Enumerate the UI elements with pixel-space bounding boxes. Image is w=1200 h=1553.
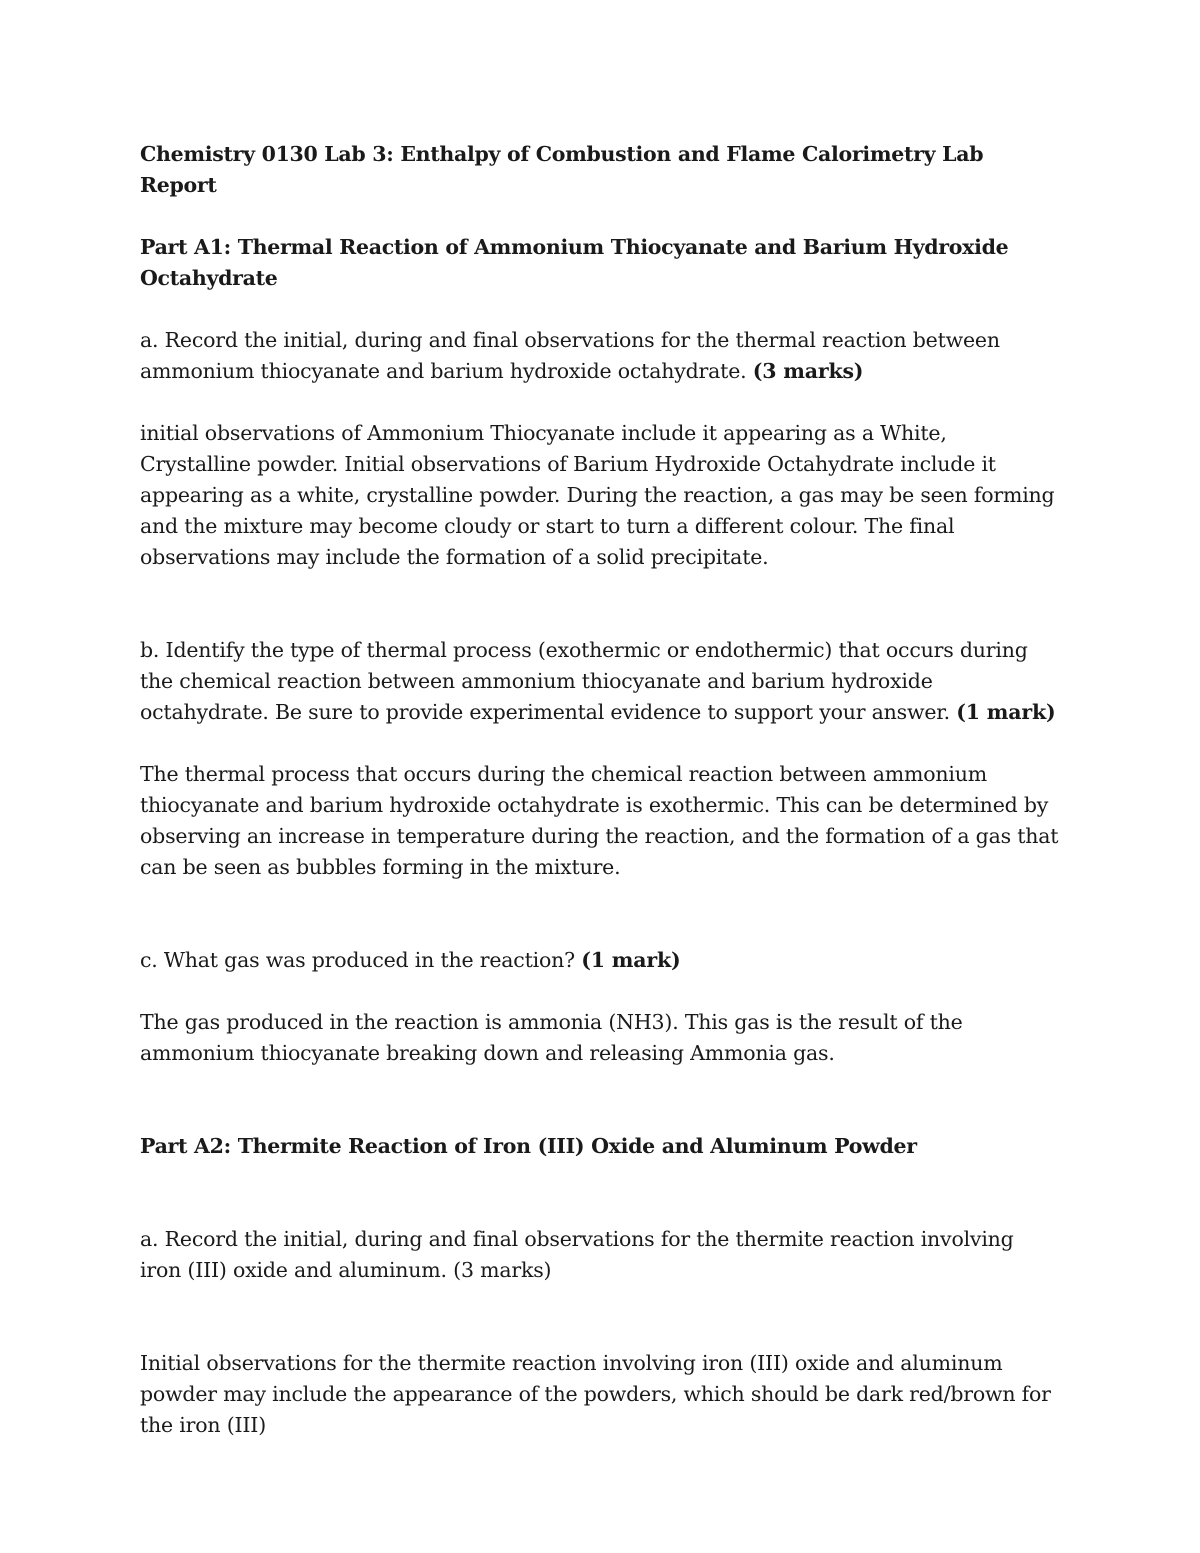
document-title: Chemistry 0130 Lab 3: Enthalpy of Combustion and Flame Calorimetry Lab Report [140,142,984,197]
part-a2-heading: Part A2: Thermite Reaction of Iron (III) Oxide and Aluminum Powder [140,1134,917,1158]
part-a1-answer-c: The gas produced in the reaction is ammonia (NH3). This gas is the result of the ammonium thiocyanate breaking down and releasing Ammonia gas. [140,1010,963,1065]
question-text: a. Record the initial, during and final observations for the thermal reaction between ammonium thiocyanate and barium hydroxide octahydrate. [140,328,1000,383]
question-marks: (3 marks) [752,359,864,383]
part-a1-question-b [140,635,1060,728]
part-a1-answer-a: initial observations of Ammonium Thiocyanate include it appearing as a White, Crystalline powder. Initial observations of Barium Hydroxide Octahydrate include it appearing as a white, crystalline powder. During the reaction, a gas may be seen forming and the mixture may become cloudy or start to turn a different colour. The final observations may include the formation of a solid precipitate. [140,421,1055,569]
part-a2-question-a: a. Record the initial, during and final observations for the thermite reaction involving iron (III) oxide and aluminum. (3 marks) [140,1227,1014,1282]
question-marks: (1 mark) [581,948,681,972]
document-body [140,139,1060,1441]
part-a1-question-a [140,325,1060,387]
part-a1-question-c [140,945,1060,976]
question-text: b. Identify the type of thermal process (exothermic or endothermic) that occurs during the chemical reaction between ammonium thiocyanate and barium hydroxide octahydrate. Be sure to provide experimental evidence to support your answer. [140,638,1028,724]
part-a1-answer-b: The thermal process that occurs during the chemical reaction between ammonium thiocyanate and barium hydroxide octahydrate is exothermic. This can be determined by observing an increase in temperature during the reaction, and the formation of a gas that can be seen as bubbles forming in the mixture. [140,762,1059,879]
question-text: c. What gas was produced in the reaction? [140,948,575,972]
part-a2-answer-a: Initial observations for the thermite reaction involving iron (III) oxide and aluminum powder may include the appearance of the powders, which should be dark red/brown for the iron (III) [140,1351,1051,1437]
part-a1-heading: Part A1: Thermal Reaction of Ammonium Thiocyanate and Barium Hydroxide Octahydrate [140,235,1009,290]
question-marks: (1 mark) [956,700,1056,724]
